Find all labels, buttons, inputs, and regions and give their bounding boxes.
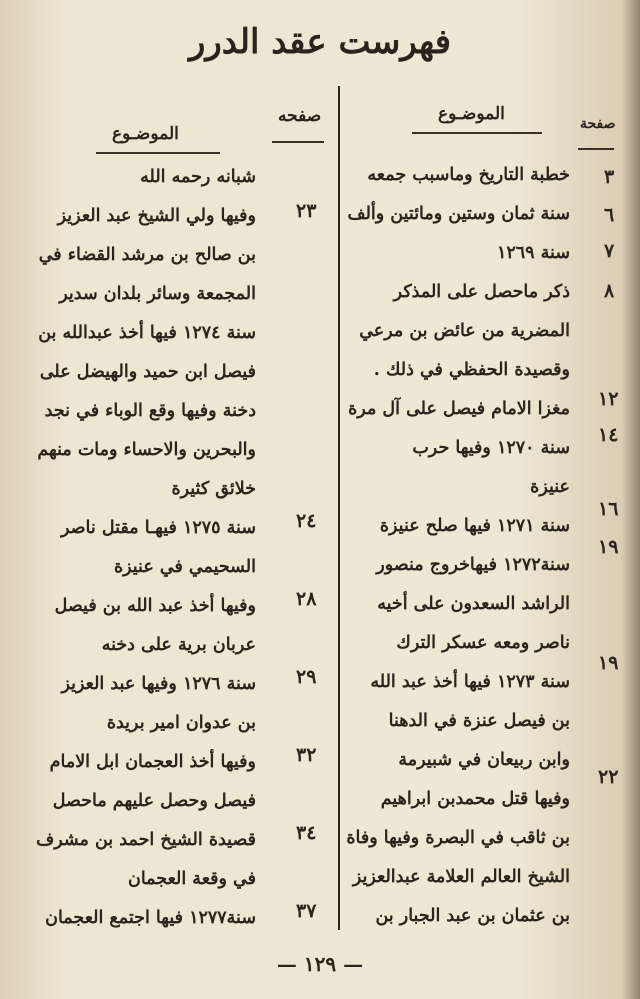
topic-line: سنة ١٢٧٦ وفيها عبد العزيز: [61, 674, 256, 694]
topic-line: فيصل ابن حميد والهيضل على: [39, 362, 256, 382]
page-number: ١٩: [598, 536, 619, 558]
topic-line: الشيخ العالم العلامة عبدالعزيز: [352, 867, 570, 887]
left-topics-column: [34, 158, 256, 938]
page-header-left: صفحه: [278, 106, 322, 126]
page-number: ١٢: [598, 388, 619, 410]
topic-line: بن صالح بن مرشد القضاء في: [38, 245, 256, 265]
topic-line: شبانه رحمه الله: [140, 167, 256, 187]
book-spine-shadow: [622, 0, 640, 999]
topic-line: سنة ١٢٧٤ فيها أخذ عبدالله بن: [38, 323, 256, 343]
topic-header-left-underline: [96, 152, 220, 154]
page-header-left-underline: [272, 141, 324, 143]
page-number: ٣: [604, 166, 615, 188]
topic-line: مغزا الامام فيصل على آل مرة: [348, 399, 570, 419]
topic-line: سنة١٢٧٢ فيهاخروج منصور: [376, 555, 570, 575]
topic-line: وابن ربيعان في شبيرمة: [398, 750, 570, 770]
topic-line: بن فيصل عنزة في الدهنا: [388, 711, 570, 731]
topic-line: وفيها ولي الشيخ عبد العزيز: [57, 206, 256, 226]
page-number: ٣٢: [296, 744, 317, 766]
page-title: فهرست عقد الدرر: [188, 22, 452, 62]
topic-header-right: الموضـوع: [438, 104, 505, 124]
topic-line: بن عثمان بن عبد الجبار بن: [375, 906, 570, 926]
page-number: ٣٤: [296, 822, 317, 844]
page-number: ٢٩: [296, 666, 317, 688]
topic-line: عربان برية على دخنه: [101, 635, 256, 655]
topic-line: خلائق كثيرة: [171, 479, 256, 499]
topic-line: وفيها أخذ العجمان ابل الامام: [49, 752, 256, 772]
topic-line: سنة ١٢٧٥ فيهـا مقتل ناصر: [61, 518, 256, 538]
topic-line: في وقعة العجمان: [127, 869, 256, 889]
topic-line: سنة ١٢٦٩: [496, 243, 570, 263]
topic-line: دخنة وفيها وقع الوباء في نجد: [44, 401, 256, 421]
page-number: ٢٣: [296, 200, 317, 222]
topic-line: بن عدوان امير بريدة: [106, 713, 256, 733]
topic-line: بن ثاقب في البصرة وفيها وفاة: [346, 828, 570, 848]
topic-line: قصيدة الشيخ احمد بن مشرف: [36, 830, 256, 850]
page-number: ٢٤: [296, 510, 317, 532]
topic-line: وفيها قتل محمدبن ابراهيم: [380, 789, 570, 809]
topic-header-right-underline: [412, 132, 542, 134]
topic-line: والبحرين والاحساء ومات منهم: [37, 440, 256, 460]
topic-line: فيصل وحصل عليهم ماحصل: [52, 791, 256, 811]
topic-line: الراشد السعدون على أخيه: [377, 594, 570, 614]
topic-line: سنة ثمان وستين ومائتين وألف: [347, 204, 570, 224]
topic-header-left: الموضـوع: [112, 124, 179, 144]
page-number: ٨: [604, 280, 615, 302]
page-number: ٣٧: [296, 900, 317, 922]
topic-line: المجمعة وسائر بلدان سدير: [59, 284, 256, 304]
topic-line: ناصر ومعه عسكر الترك: [396, 633, 570, 653]
topic-line: خطبة التاريخ وماسبب جمعه: [367, 165, 570, 185]
topic-line: المضرية من عائض بن مرعي: [359, 321, 570, 341]
right-topics-column: [348, 156, 570, 936]
topic-line: وفيها أخذ عبد الله بن فيصل: [54, 596, 256, 616]
page-number: ١٤: [598, 424, 619, 446]
page-number: ٢٢: [598, 766, 619, 788]
column-divider: [338, 86, 340, 930]
topic-line: ذكر ماحصل على المذكر: [393, 282, 570, 302]
page-number: ٢٨: [296, 588, 317, 610]
page-number: ١٦: [598, 498, 619, 520]
page-header-right: صفحة: [580, 116, 616, 132]
page-number: ٧: [604, 240, 615, 262]
topic-line: عنيزة: [530, 477, 570, 497]
footer-page-number: — ١٢٩ —: [276, 952, 364, 976]
topic-line: سنة ١٢٧٠ وفيها حرب: [412, 438, 570, 458]
topic-line: سنة ١٢٧١ فيها صلح عنيزة: [379, 516, 570, 536]
page-number: ١٩: [598, 652, 619, 674]
page-number: ٦: [604, 204, 615, 226]
topic-line: وقصيدة الحفظي في ذلك .: [373, 360, 570, 380]
topic-line: سنة ١٢٧٣ فيها أخذ عبد الله: [370, 672, 570, 692]
page-header-right-underline: [578, 148, 614, 150]
topic-line: السحيمي في عنيزة: [113, 557, 256, 577]
topic-line: سنة١٢٧٧ فيها اجتمع العجمان: [45, 908, 256, 928]
